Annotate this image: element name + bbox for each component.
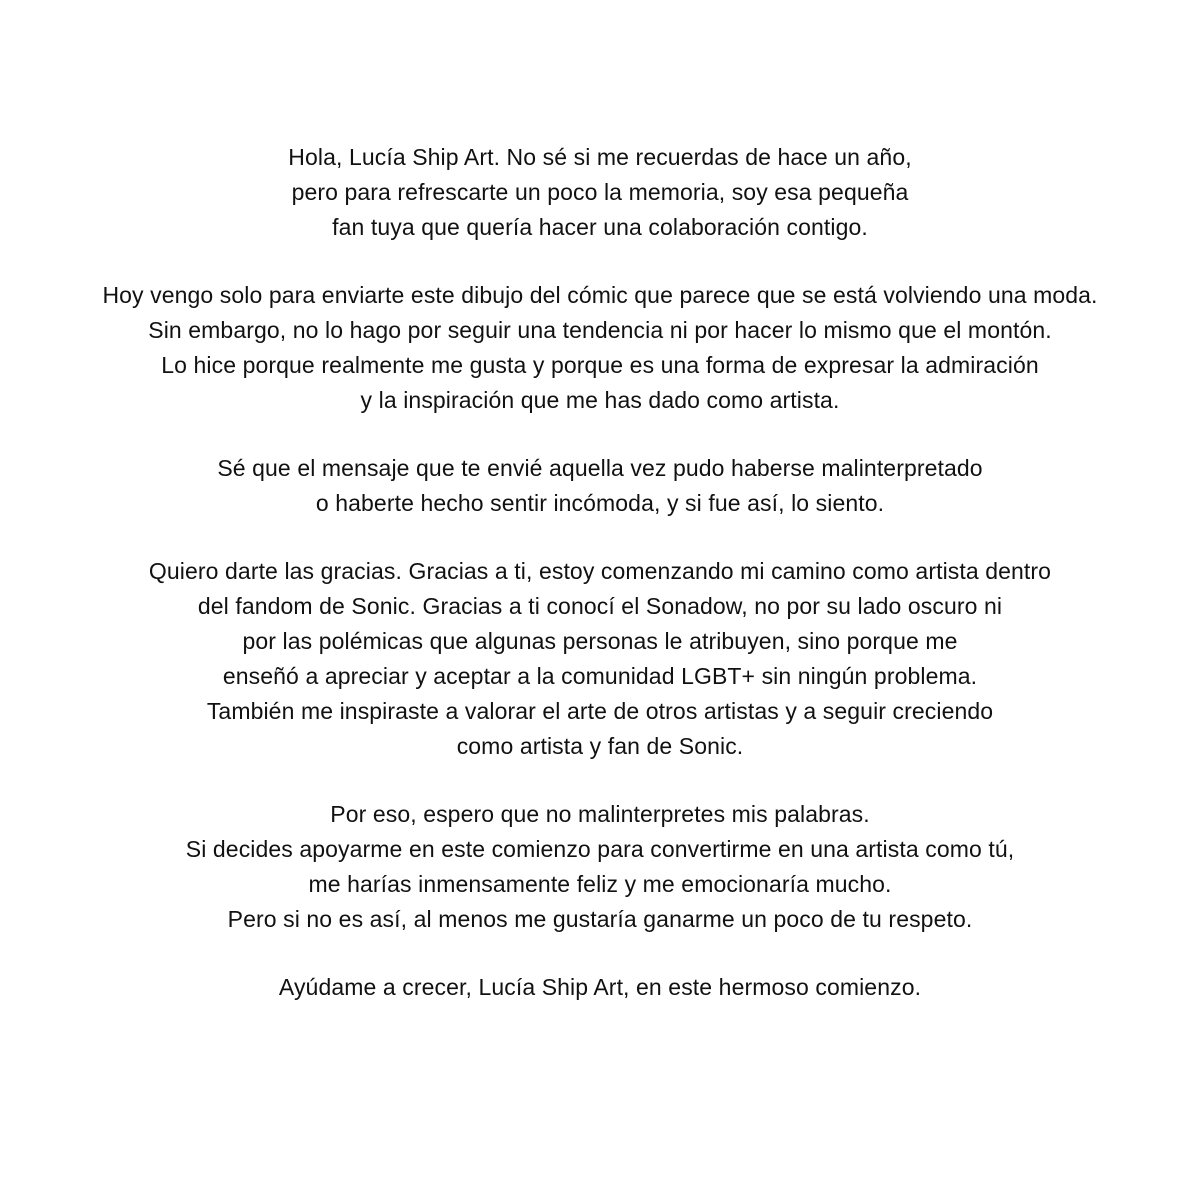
text-line: También me inspiraste a valorar el arte de otros artistas y a seguir creciendo — [206, 698, 994, 724]
text-line: me harías inmensamente feliz y me emocionaría mucho. — [308, 871, 892, 897]
paragraph-closing — [0, 970, 1200, 1005]
text-line: Si decides apoyarme en este comienzo para convertirme en una artista como tú, — [185, 836, 1015, 862]
letter-body — [0, 140, 1200, 1038]
text-line: Ayúdame a crecer, Lucía Ship Art, en este hermoso comienzo. — [278, 974, 922, 1000]
text-line: fan tuya que quería hacer una colaboración contigo. — [332, 214, 868, 240]
paragraph-thanks — [0, 554, 1200, 764]
text-line: Quiero darte las gracias. Gracias a ti, estoy comenzando mi camino como artista dentro — [148, 558, 1052, 584]
text-line: enseñó a apreciar y aceptar a la comunidad LGBT+ sin ningún problema. — [222, 663, 978, 689]
text-line: como artista y fan de Sonic. — [456, 733, 744, 759]
text-line: por las polémicas que algunas personas le atribuyen, sino porque me — [242, 628, 958, 654]
text-line: Por eso, espero que no malinterpretes mis palabras. — [330, 801, 870, 827]
text-line: Pero si no es así, al menos me gustaría ganarme un poco de tu respeto. — [227, 906, 973, 932]
paragraph-drawing — [0, 278, 1200, 418]
paragraph-apology — [0, 451, 1200, 521]
paragraph-request — [0, 797, 1200, 937]
text-line: Sé que el mensaje que te envié aquella vez pudo haberse malinterpretado — [217, 455, 983, 481]
paragraph-greeting — [0, 140, 1200, 245]
text-line: Hola, Lucía Ship Art. No sé si me recuerdas de hace un año, — [288, 144, 912, 170]
text-line: Hoy vengo solo para enviarte este dibujo del cómic que parece que se está volviendo una moda. — [102, 282, 1098, 308]
text-line: Sin embargo, no lo hago por seguir una tendencia ni por hacer lo mismo que el montón. — [148, 317, 1052, 343]
text-line: del fandom de Sonic. Gracias a ti conocí el Sonadow, no por su lado oscuro ni — [197, 593, 1003, 619]
text-line: Lo hice porque realmente me gusta y porque es una forma de expresar la admiración — [161, 352, 1039, 378]
text-line: o haberte hecho sentir incómoda, y si fue así, lo siento. — [315, 490, 885, 516]
text-line: y la inspiración que me has dado como artista. — [360, 387, 840, 413]
text-line: pero para refrescarte un poco la memoria, soy esa pequeña — [291, 179, 909, 205]
